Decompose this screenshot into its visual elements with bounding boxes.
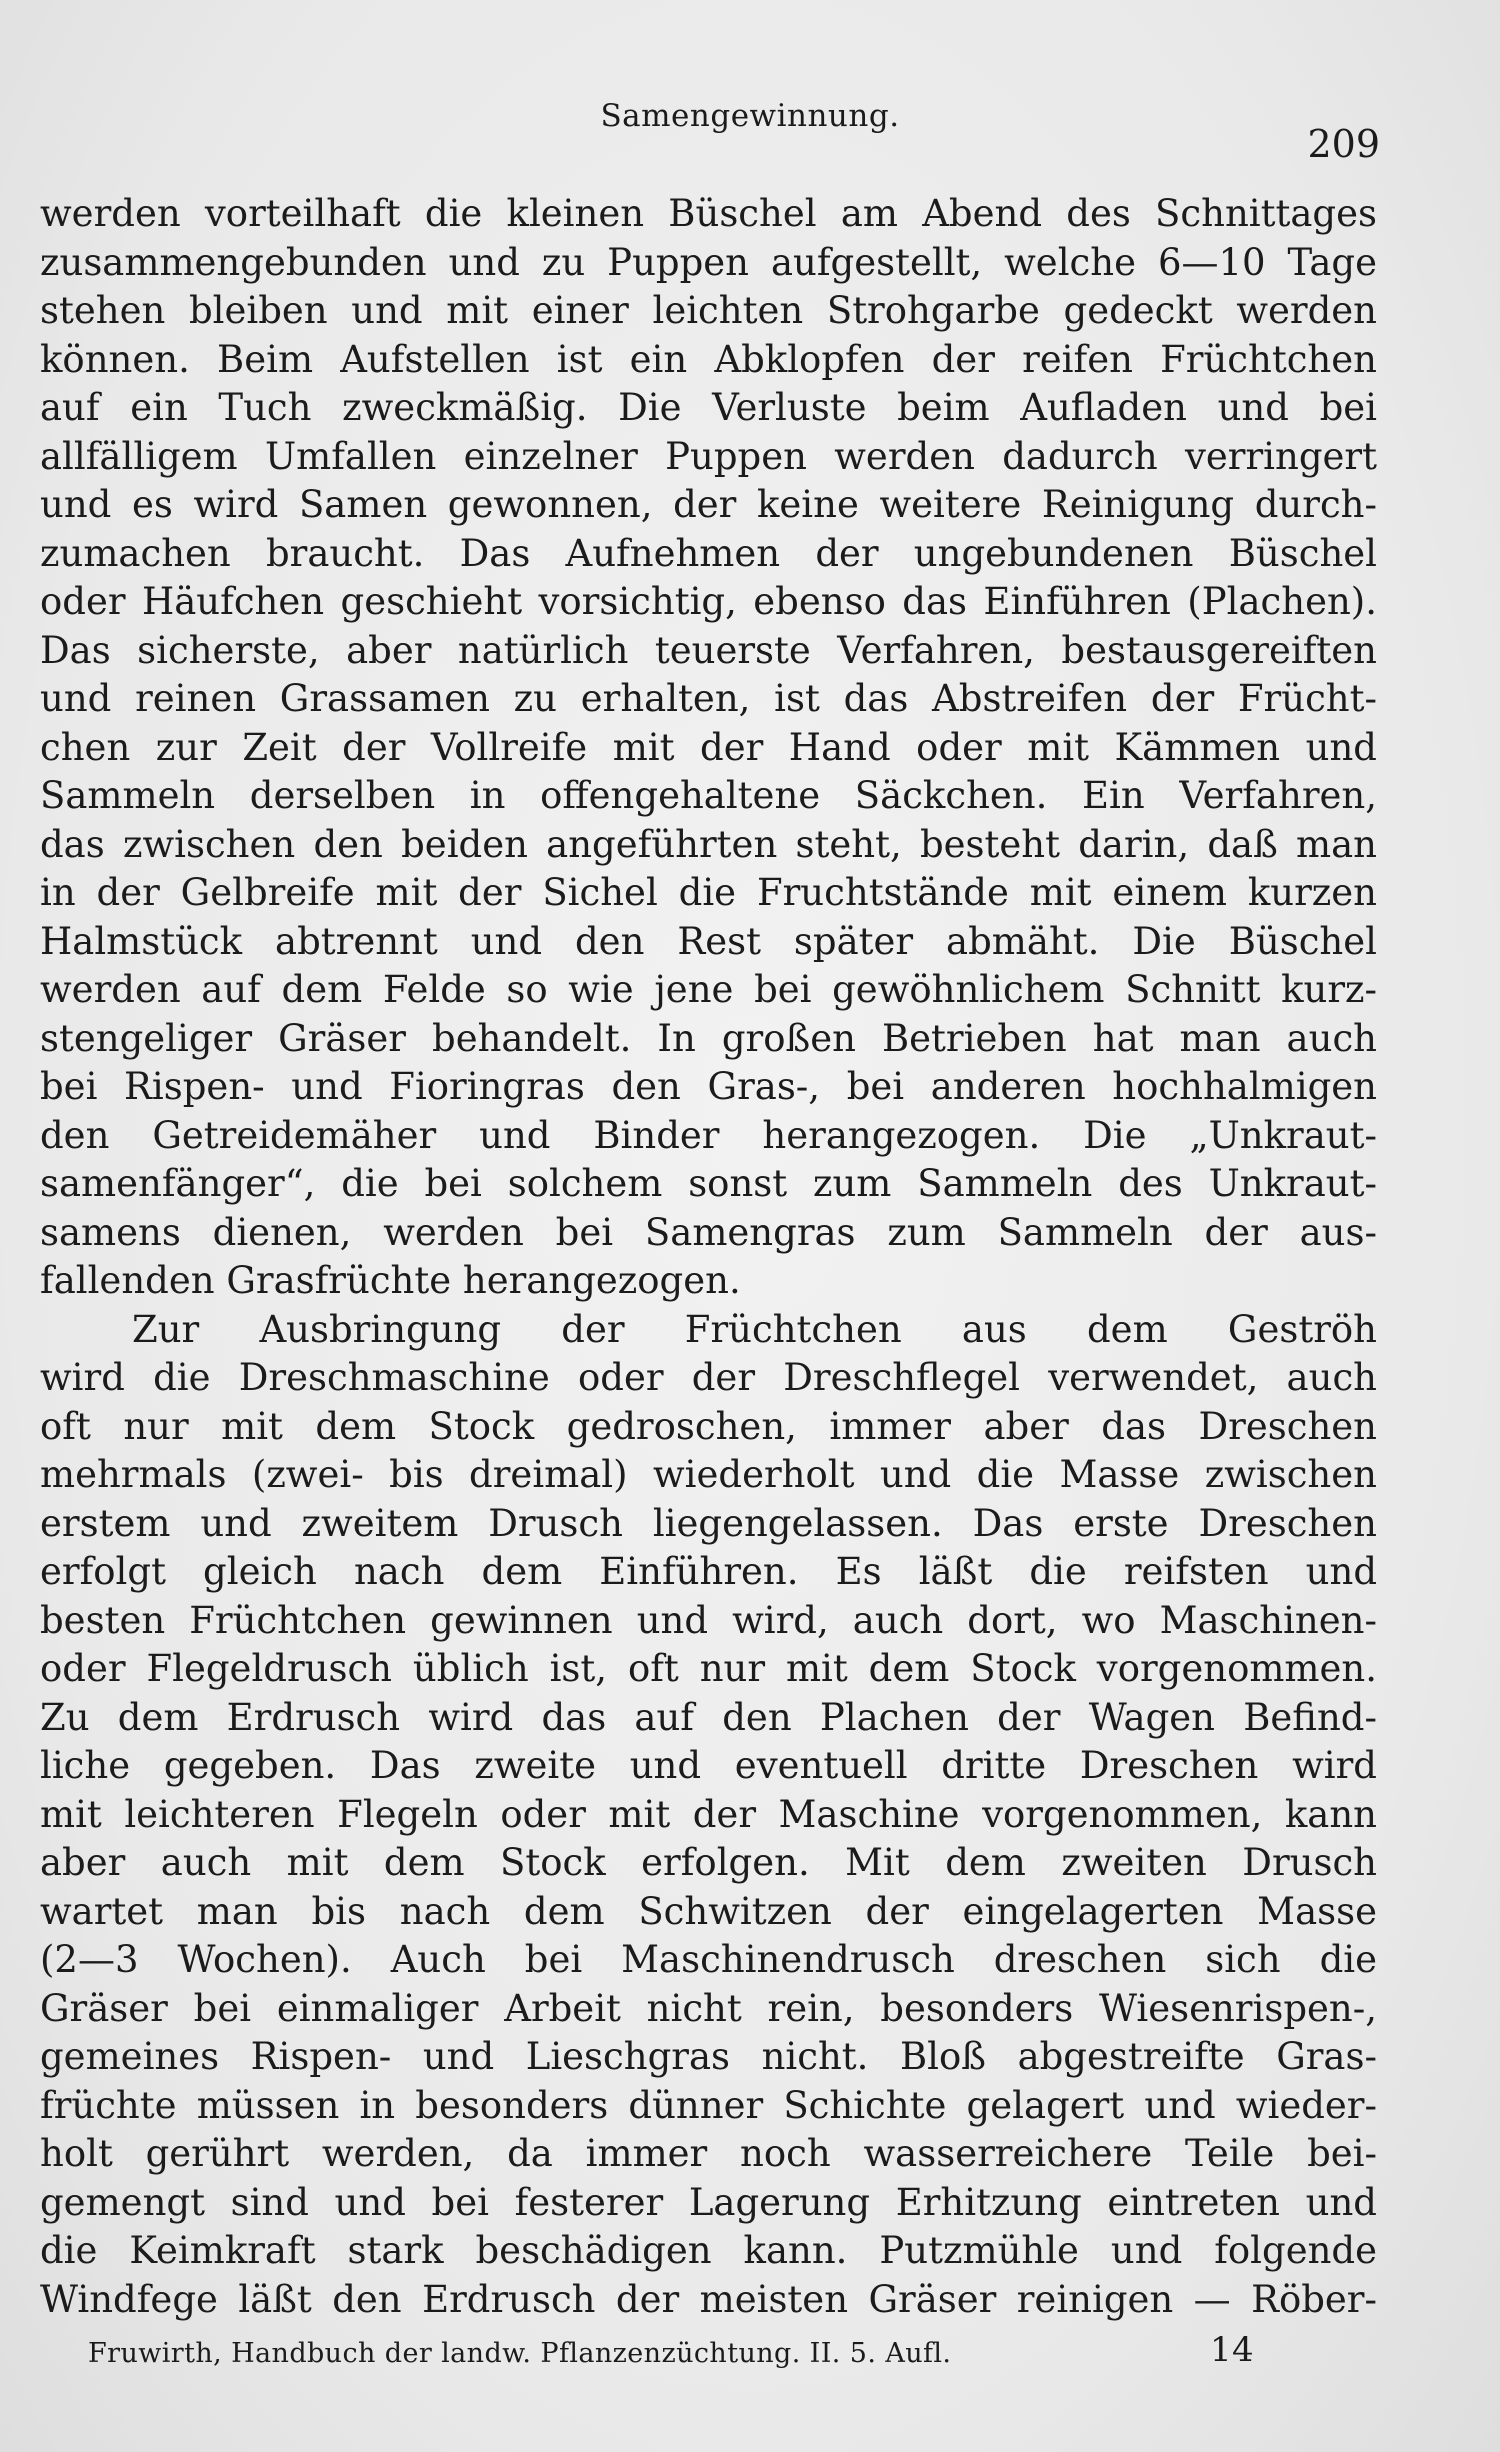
text-line: mit leichteren Flegeln oder mit der Maschine vorgenommen, kann bbox=[40, 1792, 1377, 1836]
text-line: stehen bleiben und mit einer leichten Strohgarbe gedeckt werden bbox=[40, 289, 1377, 332]
text-line: Zur Ausbringung der Früchtchen aus dem Geströh bbox=[132, 1307, 1377, 1351]
text-line: erstem und zweitem Drusch liegengelassen. Das erste Dreschen bbox=[40, 1501, 1377, 1545]
text-line: holt gerührt werden, da immer noch wasserreichere Teile bei- bbox=[40, 2132, 1377, 2175]
text-line: fallenden Grasfrüchte herangezogen. bbox=[40, 1259, 741, 1302]
text-line: oft nur mit dem Stock gedroschen, immer aber das Dreschen bbox=[40, 1404, 1377, 1448]
text-line: gemeines Rispen- und Lieschgras nicht. Bloß abgestreifte Gras- bbox=[40, 2035, 1377, 2078]
text-line: auf ein Tuch zweckmäßig. Die Verluste beim Aufladen und bei bbox=[40, 386, 1377, 429]
text-line: allfälligem Umfallen einzelner Puppen werden dadurch verringert bbox=[40, 434, 1377, 478]
page-number: 209 bbox=[1307, 122, 1380, 166]
text-line: samenfänger“, die bei solchem sonst zum Sammeln des Unkraut- bbox=[40, 1162, 1377, 1205]
text-line: wird die Dreschmaschine oder der Dreschflegel verwendet, auch bbox=[40, 1356, 1377, 1399]
text-line: oder Häufchen geschieht vorsichtig, ebenso das Einführen (Plachen). bbox=[40, 580, 1377, 623]
text-line: mehrmals (zwei- bis dreimal) wiederholt und die Masse zwischen bbox=[40, 1453, 1377, 1496]
text-line: Sammeln derselben in offengehaltene Säckchen. Ein Verfahren, bbox=[40, 774, 1377, 817]
text-line: den Getreidemäher und Binder herangezogen. Die „Unkraut- bbox=[40, 1113, 1377, 1157]
text-line: samens dienen, werden bei Samengras zum Sammeln der aus- bbox=[40, 1210, 1377, 1254]
text-line: zumachen braucht. Das Aufnehmen der ungebundenen Büschel bbox=[40, 531, 1377, 575]
text-line: wartet man bis nach dem Schwitzen der eingelagerten Masse bbox=[40, 1889, 1377, 1933]
text-line: (2—3 Wochen). Auch bei Maschinendrusch dreschen sich die bbox=[40, 1938, 1377, 1981]
text-line: und es wird Samen gewonnen, der keine weitere Reinigung durch- bbox=[40, 483, 1377, 526]
text-line: besten Früchtchen gewinnen und wird, auch dort, wo Maschinen- bbox=[40, 1598, 1377, 1642]
text-line: die Keimkraft stark beschädigen kann. Putzmühle und folgende bbox=[40, 2229, 1377, 2272]
body-text bbox=[40, 190, 1377, 2324]
text-line: Windfege läßt den Erdrusch der meisten Gräser reinigen — Röber- bbox=[40, 2277, 1377, 2321]
text-line: werden vorteilhaft die kleinen Büschel am Abend des Schnittages bbox=[40, 192, 1377, 235]
text-line: in der Gelbreife mit der Sichel die Fruchtstände mit einem kurzen bbox=[40, 871, 1377, 914]
text-line: Das sicherste, aber natürlich teuerste Verfahren, bestausgereiften bbox=[40, 628, 1377, 672]
text-line: werden auf dem Felde so wie jene bei gewöhnlichem Schnitt kurz- bbox=[40, 968, 1377, 1011]
text-line: Zu dem Erdrusch wird das auf den Plachen der Wagen Befind- bbox=[40, 1695, 1377, 1739]
text-line: erfolgt gleich nach dem Einführen. Es läßt die reifsten und bbox=[40, 1550, 1377, 1593]
text-line: das zwischen den beiden angeführten steht, besteht darin, daß man bbox=[40, 822, 1377, 866]
text-line: chen zur Zeit der Vollreife mit der Hand oder mit Kämmen und bbox=[40, 725, 1377, 769]
running-head: Samengewinnung. bbox=[600, 98, 900, 134]
text-line: früchte müssen in besonders dünner Schichte gelagert und wieder- bbox=[40, 2083, 1377, 2127]
text-line: bei Rispen- und Fioringras den Gras-, bei anderen hochhalmigen bbox=[40, 1065, 1377, 1108]
text-line: stengeliger Gräser behandelt. In großen Betrieben hat man auch bbox=[40, 1016, 1377, 1060]
text-line: liche gegeben. Das zweite und eventuell dritte Dreschen wird bbox=[40, 1744, 1377, 1787]
text-line: Halmstück abtrennt und den Rest später abmäht. Die Büschel bbox=[40, 919, 1377, 963]
text-line: zusammengebunden und zu Puppen aufgestellt, welche 6—10 Tage bbox=[40, 240, 1377, 284]
text-line: oder Flegeldrusch üblich ist, oft nur mit dem Stock vorgenommen. bbox=[40, 1647, 1377, 1690]
text-line: Gräser bei einmaliger Arbeit nicht rein, besonders Wiesenrispen-, bbox=[40, 1986, 1377, 2030]
text-line: gemengt sind und bei festerer Lagerung Erhitzung eintreten und bbox=[40, 2180, 1377, 2224]
footer-signature: Fruwirth, Handbuch der landw. Pflanzenzüchtung. II. 5. Aufl. bbox=[88, 2338, 952, 2369]
text-line: aber auch mit dem Stock erfolgen. Mit dem zweiten Drusch bbox=[40, 1841, 1377, 1884]
text-line: können. Beim Aufstellen ist ein Abklopfen der reifen Früchtchen bbox=[40, 337, 1377, 381]
text-line: und reinen Grassamen zu erhalten, ist das Abstreifen der Frücht- bbox=[40, 677, 1377, 720]
signature-mark: 14 bbox=[1210, 2330, 1255, 2370]
